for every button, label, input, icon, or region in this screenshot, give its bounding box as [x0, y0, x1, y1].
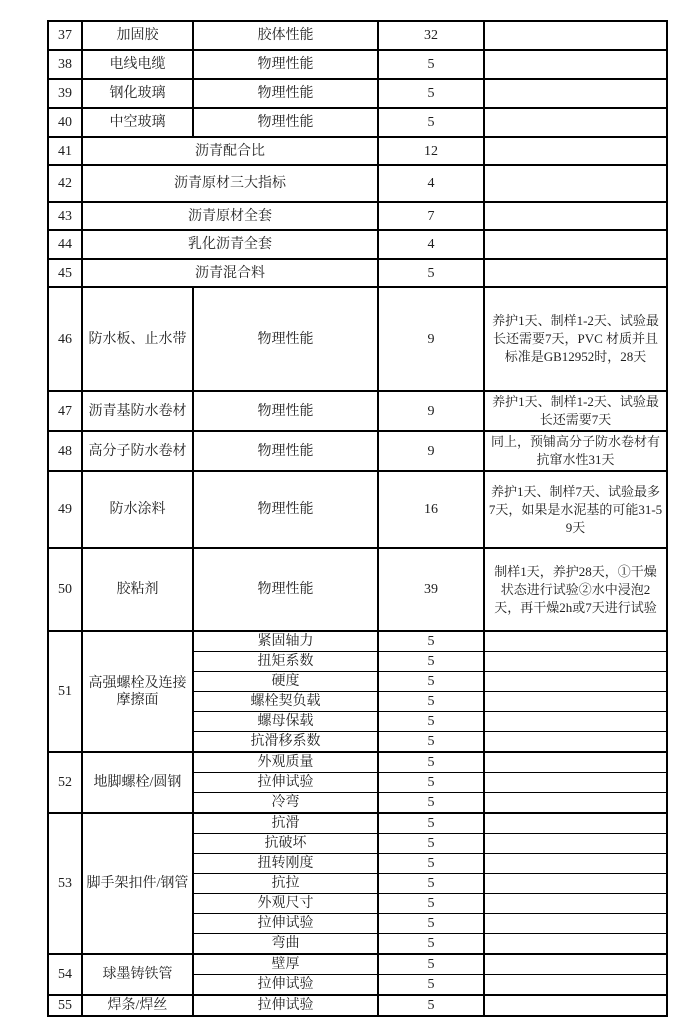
count-cell: 5	[378, 732, 484, 753]
count-cell: 32	[378, 21, 484, 50]
count-cell: 5	[378, 954, 484, 975]
no-cell: 48	[48, 431, 82, 471]
count-cell: 5	[378, 752, 484, 773]
remark-cell	[484, 202, 667, 230]
property-cell: 物理性能	[193, 391, 378, 431]
property-cell: 硬度	[193, 672, 378, 692]
table-row	[48, 108, 667, 137]
count-cell: 5	[378, 854, 484, 874]
table-row	[48, 431, 667, 471]
property-cell: 弯曲	[193, 934, 378, 955]
no-cell: 41	[48, 137, 82, 165]
remark-cell	[484, 894, 667, 914]
material-name-cell: 沥青基防水卷材	[82, 391, 193, 431]
count-cell: 5	[378, 975, 484, 996]
remark-cell	[484, 230, 667, 259]
remark-cell	[484, 752, 667, 773]
material-name-cell: 沥青原材三大指标	[82, 165, 378, 202]
remark-cell	[484, 773, 667, 793]
property-cell: 紧固轴力	[193, 631, 378, 652]
property-cell: 抗破坏	[193, 834, 378, 854]
remark-cell: 养护1天、制样1-2天、试验最长还需要7天，PVC 材质并且标准是GB12952时，28天	[484, 287, 667, 391]
material-name-cell: 球墨铸铁管	[82, 954, 193, 995]
no-cell: 38	[48, 50, 82, 79]
count-cell: 5	[378, 934, 484, 955]
remark-cell: 养护1天、制样1-2天、试验最长还需要7天	[484, 391, 667, 431]
no-cell: 39	[48, 79, 82, 108]
no-cell: 49	[48, 471, 82, 548]
remark-cell	[484, 874, 667, 894]
property-cell: 物理性能	[193, 287, 378, 391]
remark-cell	[484, 108, 667, 137]
remark-cell	[484, 259, 667, 287]
property-cell: 外观质量	[193, 752, 378, 773]
remark-cell	[484, 631, 667, 652]
remark-cell: 养护1天、制样7天、试验最多7天，如果是水泥基的可能31-59天	[484, 471, 667, 548]
property-cell: 物理性能	[193, 79, 378, 108]
count-cell: 16	[378, 471, 484, 548]
property-cell: 胶体性能	[193, 21, 378, 50]
remark-cell	[484, 934, 667, 955]
no-cell: 53	[48, 813, 82, 954]
no-cell: 50	[48, 548, 82, 631]
no-cell: 44	[48, 230, 82, 259]
count-cell: 5	[378, 652, 484, 672]
table-row	[48, 21, 667, 50]
table-row	[48, 165, 667, 202]
property-cell: 拉伸试验	[193, 914, 378, 934]
material-name-cell: 钢化玻璃	[82, 79, 193, 108]
material-name-cell: 沥青配合比	[82, 137, 378, 165]
property-cell: 螺栓契负载	[193, 692, 378, 712]
property-cell: 外观尺寸	[193, 894, 378, 914]
material-name-cell: 脚手架扣件/钢管	[82, 813, 193, 954]
count-cell: 5	[378, 894, 484, 914]
no-cell: 55	[48, 995, 82, 1016]
count-cell: 5	[378, 108, 484, 137]
remark-cell	[484, 21, 667, 50]
count-cell: 5	[378, 793, 484, 814]
remark-cell	[484, 50, 667, 79]
property-cell: 拉伸试验	[193, 773, 378, 793]
remark-cell: 制样1天，养护28天，①干燥状态进行试验②水中浸泡2天，再干燥2h或7天进行试验	[484, 548, 667, 631]
material-name-cell: 地脚螺栓/圆钢	[82, 752, 193, 813]
table-row	[48, 230, 667, 259]
count-cell: 5	[378, 672, 484, 692]
material-name-cell: 加固胶	[82, 21, 193, 50]
property-cell: 拉伸试验	[193, 995, 378, 1016]
remark-cell	[484, 652, 667, 672]
remark-cell	[484, 79, 667, 108]
count-cell: 5	[378, 631, 484, 652]
material-name-cell: 防水涂料	[82, 471, 193, 548]
table-row	[48, 202, 667, 230]
property-cell: 扭转刚度	[193, 854, 378, 874]
no-cell: 51	[48, 631, 82, 752]
table-row	[48, 50, 667, 79]
property-cell: 物理性能	[193, 431, 378, 471]
remark-cell	[484, 732, 667, 753]
remark-cell: 同上，预铺高分子防水卷材有抗窜水性31天	[484, 431, 667, 471]
count-cell: 5	[378, 692, 484, 712]
table-row	[48, 954, 667, 975]
count-cell: 12	[378, 137, 484, 165]
no-cell: 42	[48, 165, 82, 202]
property-cell: 冷弯	[193, 793, 378, 814]
property-cell: 螺母保载	[193, 712, 378, 732]
material-name-cell: 沥青混合料	[82, 259, 378, 287]
no-cell: 43	[48, 202, 82, 230]
no-cell: 46	[48, 287, 82, 391]
property-cell: 物理性能	[193, 50, 378, 79]
no-cell: 52	[48, 752, 82, 813]
remark-cell	[484, 975, 667, 996]
material-name-cell: 胶粘剂	[82, 548, 193, 631]
table-row	[48, 813, 667, 834]
property-cell: 抗滑	[193, 813, 378, 834]
remark-cell	[484, 854, 667, 874]
count-cell: 9	[378, 391, 484, 431]
remark-cell	[484, 793, 667, 814]
remark-cell	[484, 165, 667, 202]
no-cell: 37	[48, 21, 82, 50]
count-cell: 5	[378, 712, 484, 732]
material-name-cell: 高强螺栓及连接摩擦面	[82, 631, 193, 752]
table-row	[48, 79, 667, 108]
table-row	[48, 137, 667, 165]
material-name-cell: 防水板、止水带	[82, 287, 193, 391]
table-row	[48, 287, 667, 391]
property-cell: 抗拉	[193, 874, 378, 894]
property-cell: 扭矩系数	[193, 652, 378, 672]
count-cell: 5	[378, 914, 484, 934]
count-cell: 5	[378, 874, 484, 894]
table-body	[48, 21, 667, 1016]
property-cell: 抗滑移系数	[193, 732, 378, 753]
no-cell: 54	[48, 954, 82, 995]
count-cell: 4	[378, 165, 484, 202]
count-cell: 5	[378, 995, 484, 1016]
test-duration-table	[47, 20, 668, 1017]
count-cell: 9	[378, 431, 484, 471]
property-cell: 物理性能	[193, 108, 378, 137]
table-row	[48, 995, 667, 1016]
remark-cell	[484, 834, 667, 854]
remark-cell	[484, 672, 667, 692]
material-name-cell: 乳化沥青全套	[82, 230, 378, 259]
count-cell: 39	[378, 548, 484, 631]
table-row	[48, 548, 667, 631]
remark-cell	[484, 813, 667, 834]
no-cell: 47	[48, 391, 82, 431]
no-cell: 40	[48, 108, 82, 137]
count-cell: 5	[378, 50, 484, 79]
count-cell: 5	[378, 79, 484, 108]
remark-cell	[484, 914, 667, 934]
material-name-cell: 焊条/焊丝	[82, 995, 193, 1016]
remark-cell	[484, 692, 667, 712]
count-cell: 5	[378, 834, 484, 854]
material-name-cell: 中空玻璃	[82, 108, 193, 137]
no-cell: 45	[48, 259, 82, 287]
remark-cell	[484, 137, 667, 165]
table-row	[48, 631, 667, 652]
remark-cell	[484, 995, 667, 1016]
table-row	[48, 391, 667, 431]
table-row	[48, 752, 667, 773]
remark-cell	[484, 954, 667, 975]
count-cell: 5	[378, 773, 484, 793]
property-cell: 物理性能	[193, 471, 378, 548]
count-cell: 7	[378, 202, 484, 230]
count-cell: 5	[378, 259, 484, 287]
count-cell: 4	[378, 230, 484, 259]
material-name-cell: 高分子防水卷材	[82, 431, 193, 471]
property-cell: 拉伸试验	[193, 975, 378, 996]
property-cell: 物理性能	[193, 548, 378, 631]
material-name-cell: 电线电缆	[82, 50, 193, 79]
property-cell: 壁厚	[193, 954, 378, 975]
count-cell: 9	[378, 287, 484, 391]
count-cell: 5	[378, 813, 484, 834]
remark-cell	[484, 712, 667, 732]
material-name-cell: 沥青原材全套	[82, 202, 378, 230]
table-row	[48, 471, 667, 548]
table-row	[48, 259, 667, 287]
